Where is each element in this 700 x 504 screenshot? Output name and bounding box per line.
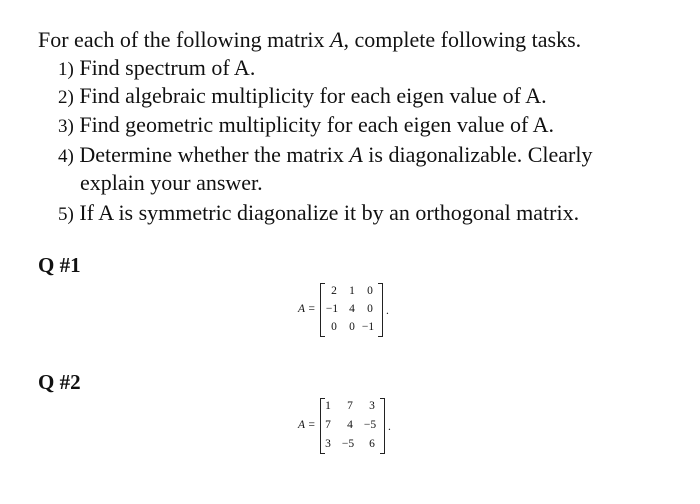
question-1-label: Q #1	[38, 253, 81, 277]
matrix-cell: 0	[367, 303, 373, 315]
matrix-cell: 0	[331, 321, 337, 333]
matrix-cell: −1	[361, 321, 375, 333]
task-5	[58, 201, 579, 227]
matrix-q2	[298, 398, 418, 458]
task-3	[58, 113, 554, 139]
matrix-cell: 6	[369, 438, 375, 450]
task-text: Find algebraic multiplicity for each eigen value of A.	[79, 83, 547, 108]
matrix-cell: 4	[349, 303, 355, 315]
task-var: A	[349, 142, 363, 167]
intro-pre: For each of the following matrix	[38, 27, 331, 52]
matrix-cell: 3	[325, 438, 331, 450]
matrix-cell: 2	[331, 285, 337, 297]
intro-post: , complete following tasks.	[343, 27, 582, 52]
task-text-cont: is diagonalizable. Clearly	[362, 142, 593, 167]
task-2	[58, 84, 547, 110]
right-bracket	[378, 283, 383, 337]
task-number: 2)	[58, 87, 74, 108]
matrix-cell: 7	[347, 400, 353, 412]
matrix-cell: 4	[347, 419, 353, 431]
task-text: explain your answer.	[80, 170, 263, 195]
matrix-q1	[298, 283, 418, 343]
matrix-cell: 0	[367, 285, 373, 297]
task-number: 5)	[58, 204, 74, 225]
task-number: 4)	[58, 146, 74, 167]
task-number: 3)	[58, 116, 74, 137]
intro-text	[38, 28, 581, 52]
matrix-cell: −5	[363, 419, 377, 431]
task-text: If A is symmetric diagonalize it by an orthogonal matrix.	[79, 200, 580, 225]
matrix-period: .	[388, 421, 391, 433]
matrix-cell: −5	[341, 438, 355, 450]
right-bracket	[380, 398, 385, 454]
matrix-cell: 3	[369, 400, 375, 412]
intro-var: A	[330, 27, 344, 52]
task-text: Find spectrum of A.	[79, 55, 256, 80]
matrix-cell: 1	[349, 285, 355, 297]
matrix-cell: 1	[325, 400, 331, 412]
task-number: 1)	[58, 59, 74, 80]
task-4-continuation	[80, 171, 263, 195]
matrix-lhs: A =	[298, 419, 316, 431]
matrix-lhs: A =	[298, 303, 316, 315]
matrix-cell: 0	[349, 321, 355, 333]
matrix-period: .	[386, 305, 389, 317]
task-1	[58, 56, 255, 82]
matrix-cell: 7	[325, 419, 331, 431]
task-4	[58, 143, 593, 169]
matrix-cell: −1	[325, 303, 339, 315]
question-2-label: Q #2	[38, 370, 81, 394]
task-text: Determine whether the matrix	[79, 142, 350, 167]
task-text: Find geometric multiplicity for each eigen value of A.	[79, 112, 555, 137]
